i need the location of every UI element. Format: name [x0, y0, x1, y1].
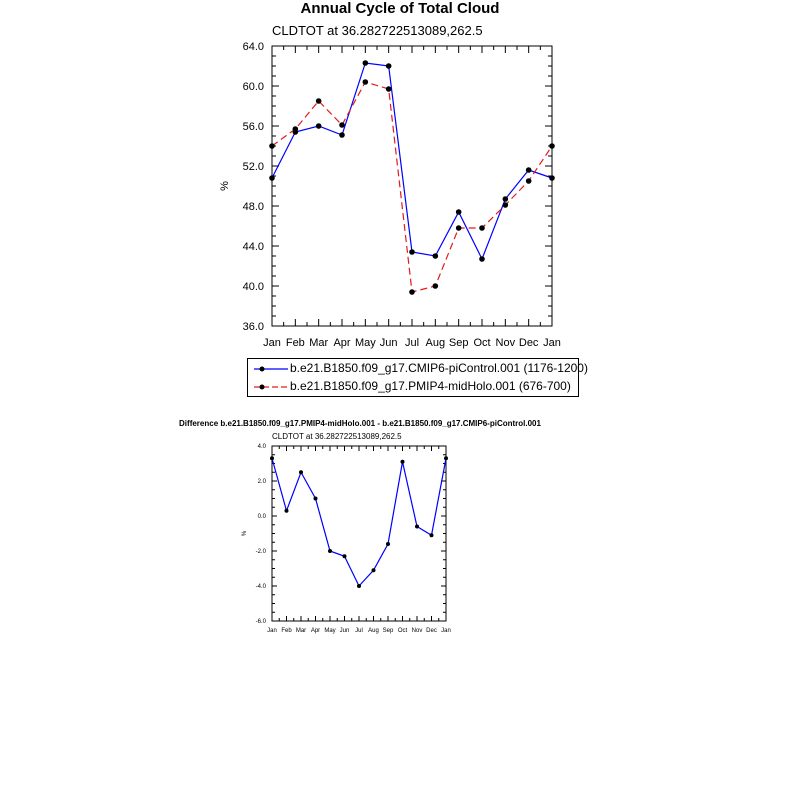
x-tick-label: Sep — [448, 337, 469, 349]
y-tick-label: 4.0 — [257, 444, 266, 451]
legend-label-midholo: b.e21.B1850.f09_g17.PMIP4-midHolo.001 (676-700) — [290, 379, 571, 393]
y-tick-label: -4.0 — [255, 584, 266, 591]
data-point — [386, 542, 390, 546]
data-point — [415, 525, 419, 529]
x-tick-label: Jun — [379, 337, 398, 349]
x-tick-label: Dec — [426, 628, 437, 634]
y-tick-label: 64.0 — [242, 40, 264, 53]
x-tick-label: Dec — [518, 337, 539, 349]
y-tick-label: 48.0 — [242, 200, 264, 213]
x-tick-label: Apr — [333, 337, 351, 349]
x-tick-label: Jan — [543, 337, 561, 349]
y-tick-label: 56.0 — [242, 120, 264, 133]
data-point — [444, 456, 448, 460]
x-tick-label: Aug — [368, 628, 379, 634]
data-point — [299, 470, 303, 474]
x-tick-label: May — [324, 628, 336, 634]
x-tick-label: Jul — [355, 628, 363, 634]
series-line-0 — [272, 458, 446, 586]
plot-frame — [272, 446, 446, 621]
data-point — [372, 568, 376, 572]
y-tick-label: 36.0 — [242, 320, 264, 333]
x-tick-label: Nov — [495, 337, 516, 349]
chart2-subtitle: CLDTOT at 36.282722513089,262.5 — [272, 432, 402, 441]
y-tick-label: 52.0 — [242, 160, 264, 173]
x-tick-label: Mar — [309, 337, 329, 349]
x-tick-label: Jan — [441, 628, 451, 634]
x-tick-label: Feb — [285, 337, 305, 349]
data-point — [401, 460, 405, 464]
x-tick-label: Jul — [404, 337, 420, 349]
x-tick-label: Mar — [295, 628, 307, 634]
y-tick-label: -6.0 — [255, 619, 266, 626]
y-tick-label: 60.0 — [242, 80, 264, 93]
data-point — [328, 549, 332, 553]
difference-title: Difference b.e21.B1850.f09_g17.PMIP4-midHolo.001 - b.e21.B1850.f09_g17.CMIP6-piControl.001 — [179, 419, 541, 428]
y-tick-label: -2.0 — [255, 549, 266, 556]
x-tick-label: Jun — [339, 628, 350, 634]
main-title: Annual Cycle of Total Cloud — [300, 0, 500, 17]
y-tick-label: 2.0 — [257, 479, 266, 486]
x-tick-label: Jan — [267, 628, 277, 634]
x-tick-label: Nov — [411, 628, 423, 634]
data-point — [357, 584, 361, 588]
x-tick-label: May — [354, 337, 376, 349]
x-tick-label: Feb — [281, 628, 292, 634]
x-tick-label: Aug — [425, 337, 446, 349]
y-tick-label: 40.0 — [242, 280, 264, 293]
y-axis-label: % — [219, 181, 231, 191]
data-point — [430, 533, 434, 537]
x-tick-label: Oct — [473, 337, 491, 349]
y-axis-label: % — [242, 530, 248, 537]
x-tick-label: Apr — [310, 628, 321, 634]
y-tick-label: 44.0 — [242, 240, 264, 253]
data-point — [314, 497, 318, 501]
y-tick-label: 0.0 — [257, 514, 266, 521]
data-point — [285, 509, 289, 513]
data-point — [343, 554, 347, 558]
x-tick-label: Oct — [397, 628, 408, 634]
x-tick-label: Jan — [263, 337, 281, 349]
chart1-subtitle: CLDTOT at 36.282722513089,262.5 — [272, 23, 483, 38]
data-point — [270, 456, 274, 460]
x-tick-label: Sep — [382, 628, 394, 634]
legend-label-picontrol: b.e21.B1850.f09_g17.CMIP6-piControl.001 (1176-1200) — [290, 361, 588, 375]
